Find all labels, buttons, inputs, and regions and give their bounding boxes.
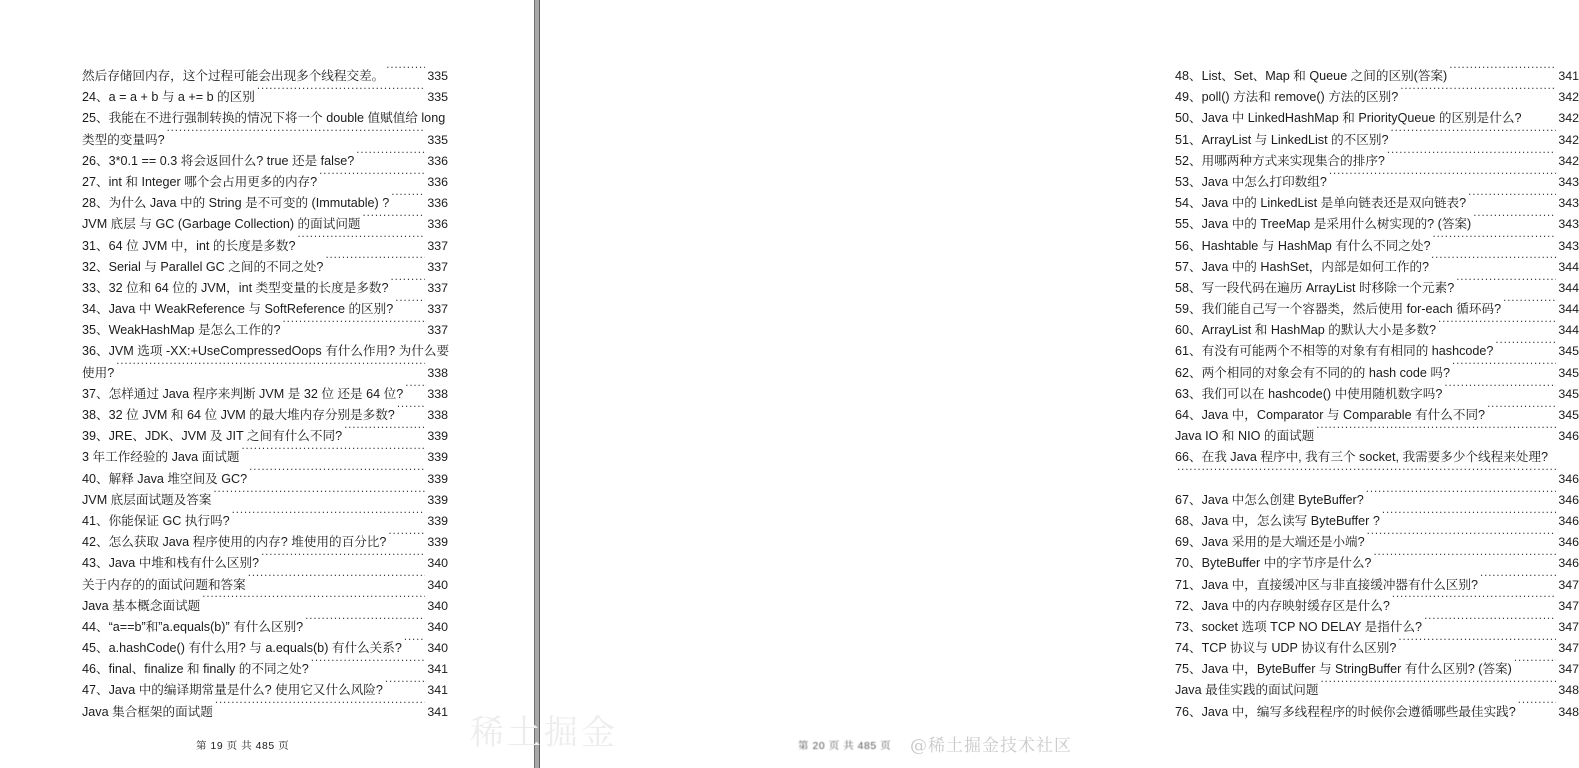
toc-entry-title: 33、32 位和 64 位的 JVM，int 类型变量的长度是多数?: [82, 280, 389, 295]
toc-entry-title: 52、用哪两种方式来实现集合的排序?: [1175, 153, 1385, 168]
toc-entry-page-number: 346: [1558, 471, 1579, 486]
toc-entry-title: 43、Java 中堆和栈有什么区别?: [82, 556, 260, 571]
toc-entry-title: 31、64 位 JVM 中，int 的长度是多数?: [82, 238, 296, 253]
toc-entry-page-number: 338: [427, 386, 448, 401]
toc-entry-page-number: 343: [1558, 174, 1579, 189]
toc-entry-page-number: 335: [427, 69, 448, 83]
toc-entry-page-number: 339: [427, 471, 448, 486]
toc-entry-title: 61、有没有可能两个不相等的对象有有相同的 hashcode?: [1175, 344, 1494, 359]
toc-list-right: [1175, 66, 1579, 723]
toc-entry-title: 49、poll() 方法和 remove() 方法的区别?: [1175, 90, 1399, 105]
toc-entry-page-number: 346: [1558, 492, 1579, 507]
toc-entry-page-number: 339: [427, 535, 448, 550]
toc-entry-page-number: 348: [1558, 704, 1579, 719]
watermark-ghost: 稀土掘金: [470, 715, 618, 752]
toc-entry[interactable]: [82, 278, 448, 299]
toc-entry-title: 36、JVM 选项 -XX:+UseCompressedOops 有什么作用? 为什么要: [82, 344, 450, 359]
toc-entry-title: 关于内存的的面试问题和答案: [82, 577, 246, 592]
toc-entry-title: 59、我们能自己写一个容器类，然后使用 for-each 循环码?: [1175, 302, 1502, 317]
toc-leader-dots: [1316, 428, 1556, 441]
toc-entry-title: 44、“a==b”和”a.equals(b)” 有什么区别?: [82, 619, 304, 634]
toc-entry-page-number: 337: [427, 323, 448, 338]
toc-entry-title: 34、Java 中 WeakReference 与 SoftReference 的区别?: [82, 302, 394, 317]
toc-entry-page-number: 339: [427, 429, 448, 444]
toc-entry-page-number: 341: [1558, 69, 1579, 83]
toc-leader-dots: [215, 703, 425, 716]
toc-entry-title: JVM 底层面试题及答案: [82, 492, 212, 507]
toc-entry-page-number: 344: [1558, 280, 1579, 295]
toc-entry-title: 64、Java 中，Comparator 与 Comparable 有什么不同?: [1175, 408, 1486, 422]
toc-entry-page-number: 347: [1558, 641, 1579, 656]
toc-entry-page-number: 346: [1558, 429, 1579, 444]
toc-entry-title: 3 年工作经验的 Java 面试题: [82, 450, 240, 465]
toc-entry-title: 48、List、Set、Map 和 Queue 之间的区别(答案): [1175, 69, 1448, 83]
toc-entry-page-number: 345: [1558, 344, 1579, 359]
toc-leader-dots: [116, 364, 425, 377]
toc-entry-page-number: 345: [1558, 386, 1579, 401]
toc-entry-page-number: 346: [1558, 556, 1579, 571]
toc-entry-page-number: 340: [427, 619, 448, 634]
toc-entry-title: 25、我能在不进行强制转换的情况下将一个 double 值赋值给 long: [82, 111, 446, 126]
toc-entry-page-number: 341: [427, 704, 448, 719]
toc-entry-title: 45、a.hashCode() 有什么用? 与 a.equals(b) 有什么关系?: [82, 641, 402, 656]
toc-entry-page-number: 347: [1558, 662, 1579, 677]
toc-entry-title: 69、Java 采用的是大端还是小端?: [1175, 535, 1365, 550]
toc-entry-page-number: 344: [1558, 323, 1579, 338]
toc-entry-title: 24、a = a + b 与 a += b 的区别: [82, 90, 255, 105]
toc-entry[interactable]: [82, 320, 448, 341]
toc-list-left: [82, 66, 448, 723]
toc-entry-title: 51、ArrayList 与 LinkedList 的不区别?: [1175, 132, 1389, 147]
watermark-community: @稀土掘金技术社区: [910, 736, 1072, 756]
toc-leader-dots: [257, 89, 425, 102]
toc-entry-title: 40、解释 Java 堆空间及 GC?: [82, 471, 248, 486]
toc-entry-title: Java 集合框架的面试题: [82, 704, 213, 719]
toc-entry-page-number: 336: [427, 217, 448, 232]
page-right: [540, 0, 1579, 768]
toc-entry-page-number: 341: [427, 662, 448, 677]
toc-entry-page-number: 347: [1558, 598, 1579, 613]
toc-entry-title: 58、写一段代码在遍历 ArrayList 时移除一个元素?: [1175, 280, 1455, 295]
toc-entry-page-number: 344: [1558, 302, 1579, 317]
toc-entry[interactable]: [82, 384, 448, 405]
toc-entry-page-number: 338: [427, 408, 448, 422]
toc-entry-title: 57、Java 中的 HashSet，内部是如何工作的?: [1175, 259, 1430, 274]
toc-entry-title: JVM 底层 与 GC (Garbage Collection) 的面试问题: [82, 217, 361, 232]
toc-entry-title: 38、32 位 JVM 和 64 位 JVM 的最大堆内存分别是多数?: [82, 408, 395, 422]
toc-entry-title: 27、int 和 Integer 哪个会占用更多的内存?: [82, 174, 318, 189]
toc-entry-title: 53、Java 中怎么打印数组?: [1175, 174, 1327, 189]
toc-entry-title: 42、怎么获取 Java 程序使用的内存? 堆使用的百分比?: [82, 535, 387, 550]
toc-entry[interactable]: [1175, 87, 1579, 108]
page-footer-right: 第 20 页 共 485 页: [798, 741, 892, 752]
toc-entry-title: 类型的变量吗?: [82, 132, 165, 147]
toc-entry-title: 46、final、finalize 和 finally 的不同之处?: [82, 662, 309, 677]
toc-entry-page-number: 338: [427, 365, 448, 380]
toc-entry-page-number: 337: [427, 238, 448, 253]
toc-entry-page-number: 339: [427, 450, 448, 465]
toc-entry-page-number: 335: [427, 90, 448, 105]
toc-entry-page-number: 337: [427, 280, 448, 295]
toc-entry-title: 41、你能保证 GC 执行吗?: [82, 513, 230, 528]
toc-entry-title: 75、Java 中，ByteBuffer 与 StringBuffer 有什么区别? (答案): [1175, 662, 1512, 677]
toc-entry-page-number: 342: [1558, 132, 1579, 147]
toc-entry-title: 35、WeakHashMap 是怎么工作的?: [82, 323, 281, 338]
toc-entry-page-number: 335: [427, 132, 448, 147]
toc-entry[interactable]: [82, 87, 448, 108]
toc-entry-title: Java IO 和 NIO 的面试题: [1175, 429, 1315, 444]
page-left: [0, 0, 533, 768]
toc-entry-page-number: 344: [1558, 259, 1579, 274]
page-footer-left: 第 19 页 共 485 页: [196, 741, 290, 752]
toc-entry-page-number: 345: [1558, 365, 1579, 380]
toc-entry-title: 74、TCP 协议与 UDP 协议有什么区别?: [1175, 641, 1397, 656]
toc-entry-page-number: 336: [427, 174, 448, 189]
toc-entry-page-number: 340: [427, 556, 448, 571]
toc-entry-page-number: 342: [1558, 153, 1579, 168]
toc-entry-page-number: 340: [427, 577, 448, 592]
toc-entry-page-number: 343: [1558, 217, 1579, 232]
toc-leader-dots: [283, 322, 425, 335]
toc-entry-title: 76、Java 中，编写多线程程序的时候你会遵循哪些最佳实践?: [1175, 704, 1516, 719]
toc-entry-title: 62、两个相同的对象会有不同的的 hash code 吗?: [1175, 365, 1451, 380]
toc-entry[interactable]: [82, 702, 448, 723]
toc-entry-title: 73、socket 选项 TCP NO DELAY 是指什么?: [1175, 619, 1423, 634]
toc-entry-title: 68、Java 中，怎么读写 ByteBuffer ?: [1175, 513, 1380, 528]
toc-entry-title: 39、JRE、JDK、JVM 及 JIT 之间有什么不同?: [82, 429, 343, 444]
toc-entry-title: 32、Serial 与 Parallel GC 之间的不同之处?: [82, 259, 324, 274]
toc-entry-title: 66、在我 Java 程序中, 我有三个 socket, 我需要多少个线程来处理?: [1175, 450, 1548, 465]
toc-entry[interactable]: [82, 617, 448, 638]
toc-entry-page-number: 345: [1558, 408, 1579, 422]
toc-entry-title: 28、为什么 Java 中的 String 是不可变的 (Immutable) ?: [82, 196, 390, 211]
toc-entry-title: 然后存储回内存，这个过程可能会出现多个线程交差。: [82, 69, 385, 83]
toc-entry-page-number: 346: [1558, 513, 1579, 528]
toc-entry-title: 60、ArrayList 和 HashMap 的默认大小是多数?: [1175, 323, 1437, 338]
toc-entry-title: 37、怎样通过 Java 程序来判断 JVM 是 32 位 还是 64 位?: [82, 386, 404, 401]
toc-entry[interactable]: [1175, 426, 1579, 447]
toc-entry-title: 63、我们可以在 hashcode() 中使用随机数字吗?: [1175, 386, 1443, 401]
toc-entry[interactable]: [1175, 702, 1579, 723]
toc-entry-page-number: 341: [427, 683, 448, 698]
toc-entry-title: 71、Java 中，直接缓冲区与非直接缓冲器有什么区别?: [1175, 577, 1478, 592]
toc-entry-page-number: 340: [427, 641, 448, 656]
page-divider: [533, 0, 540, 768]
toc-entry-page-number: 347: [1558, 619, 1579, 634]
toc-entry-page-number: 343: [1558, 196, 1579, 211]
toc-leader-dots: [1518, 703, 1556, 716]
toc-entry-title: 54、Java 中的 LinkedList 是单向链表还是双向链表?: [1175, 196, 1467, 211]
toc-entry-title: 72、Java 中的内存映射缓存区是什么?: [1175, 598, 1390, 613]
toc-entry-title: 56、Hashtable 与 HashMap 有什么不同之处?: [1175, 238, 1431, 253]
toc-entry-page-number: 346: [1558, 535, 1579, 550]
toc-entry[interactable]: [82, 363, 448, 384]
toc-entry-page-number: 336: [427, 196, 448, 211]
toc-entry-page-number: 339: [427, 513, 448, 528]
toc-entry-page-number: 343: [1558, 238, 1579, 253]
toc-entry-title: 70、ByteBuffer 中的字节序是什么?: [1175, 556, 1372, 571]
toc-entry-title: Java 最佳实践的面试问题: [1175, 683, 1319, 698]
toc-entry-page-number: 337: [427, 302, 448, 317]
toc-entry-title: 55、Java 中的 TreeMap 是采用什么树实现的? (答案): [1175, 217, 1472, 232]
toc-entry-page-number: 336: [427, 153, 448, 168]
toc-entry-title: 67、Java 中怎么创建 ByteBuffer?: [1175, 492, 1364, 507]
toc-entry-page-number: 340: [427, 598, 448, 613]
toc-entry-page-number: 339: [427, 492, 448, 507]
toc-entry-title: 50、Java 中 LinkedHashMap 和 PriorityQueue 的区别是什么?: [1175, 111, 1522, 126]
toc-leader-dots: [1400, 89, 1556, 102]
toc-entry-page-number: 342: [1558, 111, 1579, 126]
toc-entry-page-number: 342: [1558, 90, 1579, 105]
toc-entry-title: 26、3*0.1 == 0.3 将会返回什么? true 还是 false?: [82, 153, 355, 168]
toc-entry-page-number: 348: [1558, 683, 1579, 698]
toc-entry-title: 使用?: [82, 365, 115, 380]
toc-entry-page-number: 337: [427, 259, 448, 274]
toc-entry-page-number: 347: [1558, 577, 1579, 592]
toc-entry-title: Java 基本概念面试题: [82, 598, 201, 613]
toc-entry-title: 47、Java 中的编译期常量是什么? 使用它又什么风险?: [82, 683, 383, 698]
